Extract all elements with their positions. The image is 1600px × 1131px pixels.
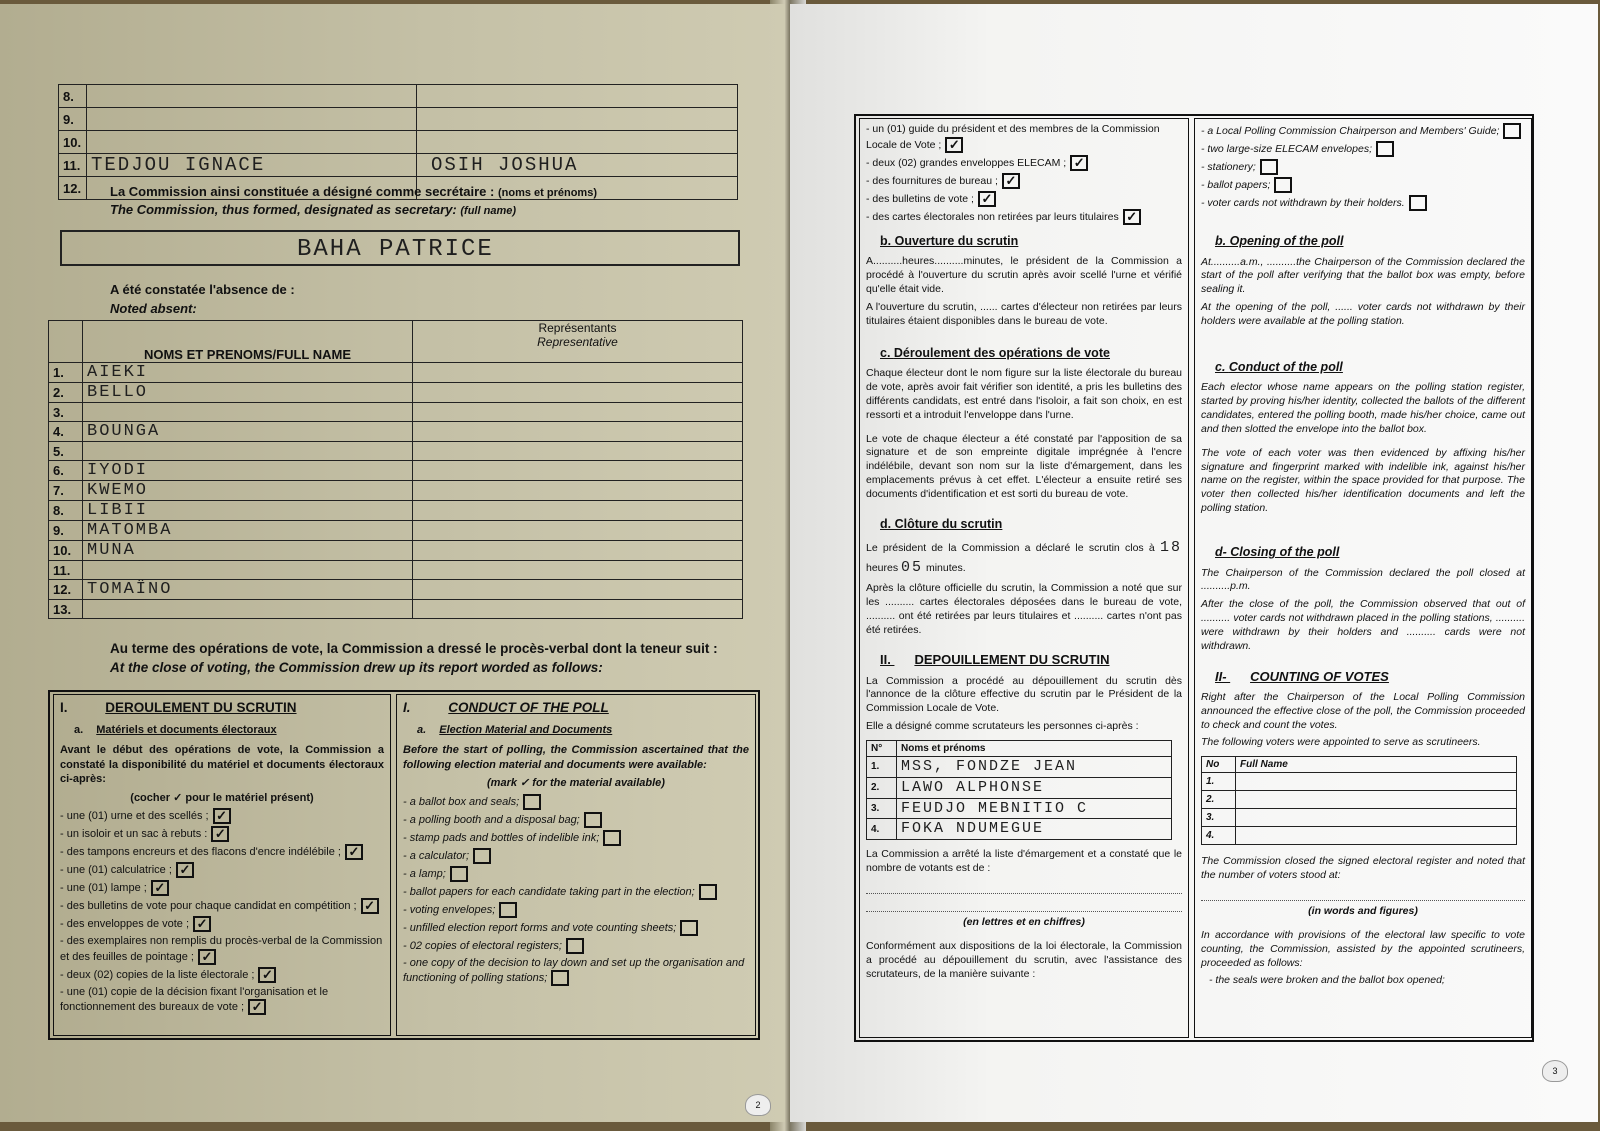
scrutineer-name: [1236, 773, 1517, 791]
checkbox[interactable]: ✓: [345, 844, 363, 860]
scrutineer-number: 3.: [867, 798, 897, 819]
checkbox[interactable]: [499, 902, 517, 918]
member-representative-text: OSIH JOSHUA: [431, 154, 579, 176]
checklist-item-text: - un isoloir et un sac à rebuts :: [60, 828, 208, 841]
checklist-item-text: - stationery;: [1201, 160, 1256, 173]
absent-name: [83, 461, 413, 481]
absent-name: [83, 580, 413, 600]
absent-representative: [413, 403, 743, 422]
checklist-item-text: - un (01) guide du président et des membres de la Commission Locale de Vote ;: [866, 123, 1160, 151]
absent-name: [83, 363, 413, 383]
secretary-label-fr: La Commission ainsi constituée a désigné comme secrétaire : (noms et prénoms): [110, 184, 597, 199]
absent-representative: [413, 501, 743, 521]
checklist-item-text: - a Local Polling Commission Chairperson and Members' Guide;: [1201, 124, 1500, 137]
absent-representative: [413, 580, 743, 600]
absent-row: [49, 580, 743, 600]
scrutineer-number: 1.: [1202, 773, 1236, 791]
checkbox[interactable]: [699, 884, 717, 900]
checkbox[interactable]: [1376, 141, 1394, 157]
checkbox[interactable]: [551, 970, 569, 986]
member-row: [59, 85, 738, 108]
scrutineer-number: 2.: [1202, 791, 1236, 809]
final-text-en: In accordance with provisions of the electoral law specific to vote counting, the Commission, assisted by the appointed scrutineers, proceeded as follows:: [1201, 928, 1525, 969]
checklist-item-text: - une (01) urne et des scellés ;: [60, 810, 209, 823]
absent-name-text: BOUNGA: [87, 422, 161, 441]
checklist-item-text: - des bulletins de vote pour chaque candidat en compétition ;: [60, 900, 357, 913]
absent-row: [49, 363, 743, 383]
checklist-item: [1201, 141, 1525, 157]
scrutineer-name: MSS, FONDZE JEAN: [897, 757, 1172, 778]
checklist-item-text: - une (01) calculatrice ;: [60, 864, 172, 877]
scrut-fr-head-name: Noms et prénoms: [897, 741, 1172, 757]
checklist-item-text: - des exemplaires non remplis du procès-verbal de la Commission et des feuilles de pointage ;: [60, 935, 383, 963]
absent-name-text: TOMAÏNO: [87, 580, 173, 599]
absent-name-text: IYODI: [87, 461, 149, 480]
absent-row: [49, 561, 743, 580]
checklist-item: [403, 830, 749, 846]
checkbox[interactable]: ✓: [945, 137, 963, 153]
checklist-item: [403, 956, 749, 987]
checklist-item-text: - two large-size ELECAM envelopes;: [1201, 142, 1372, 155]
checklist-item-text: - ballot papers for each candidate taking part in the election;: [403, 885, 695, 898]
absent-row: [49, 600, 743, 619]
member-representative: [417, 108, 738, 131]
absent-row-number: 2.: [49, 383, 83, 403]
checklist-item-text: - voting envelopes;: [403, 903, 496, 916]
checkbox[interactable]: ✓: [151, 880, 169, 896]
checkbox[interactable]: [603, 830, 621, 846]
secretary-name: BAHA PATRICE: [297, 236, 494, 263]
absent-row: [49, 403, 743, 422]
right-en-column: [1194, 118, 1532, 1038]
absent-representative: [413, 442, 743, 461]
absent-representative: [413, 481, 743, 501]
opening-text-en-2: At the opening of the poll, ...... voter cards not withdrawn by their holders were available at the polling station.: [1201, 301, 1525, 327]
checklist-item-text: - une (01) lampe ;: [60, 882, 147, 895]
checkbox[interactable]: ✓: [978, 191, 996, 207]
scrutineer-row: [1202, 773, 1517, 791]
checklist-item: [403, 884, 749, 900]
absent-row-number: 11.: [49, 561, 83, 580]
checklist-item: [403, 938, 749, 954]
section-i-box: [48, 690, 760, 1040]
checklist-item-text: - une (01) copie de la décision fixant l'organisation et le fonctionnement des bureaux de vote ;: [60, 985, 329, 1014]
absent-name-text: MATOMBA: [87, 521, 173, 540]
scrutineer-row: [867, 819, 1172, 840]
absent-name-text: LIBII: [87, 501, 149, 520]
absent-row-number: 7.: [49, 481, 83, 501]
absent-table-corner: [49, 321, 83, 363]
checklist-item: [60, 934, 384, 965]
checklist-item: [60, 808, 384, 824]
absent-row-number: 13.: [49, 600, 83, 619]
section-i-fr-note: (cocher ✓ pour le matériel présent): [130, 791, 314, 804]
member-representative: [417, 85, 738, 108]
section-i-fr-intro: Avant le début des opérations de vote, la Commission a constaté la disponibilité du matériel et documents électoraux ci-après:: [60, 744, 384, 786]
closing-text-en-1: The Chairperson of the Commission declared the poll closed at ..........p.m.: [1201, 566, 1525, 593]
closing-minutes: 05: [901, 559, 924, 577]
absent-row: [49, 461, 743, 481]
absent-row-number: 5.: [49, 442, 83, 461]
secretary-label-en: The Commission, thus formed, designated as secretary: (full name): [110, 202, 517, 217]
checklist-item-text: - des enveloppes de vote ;: [60, 918, 190, 931]
voters-count-text-fr: La Commission a arrêté la liste d'émargement et a constaté que le nombre de votants est de :: [866, 848, 1182, 875]
conduct-title-fr: c. Déroulement des opérations de vote: [880, 345, 1110, 360]
conduct-text-en-2: The vote of each voter was then evidenced by affixing his/her signature and fingerprint marked with indelible ink, against his/her name on the register, within the space provided for that purpose. The voter then collected his/her identification documents and left the polling station.: [1201, 446, 1525, 515]
conduct-text-en-1: Each elector whose name appears on the polling station register, started by proving his/her identity, collected the ballots of the different candidates, entered the polling booth, made his/her choice, came out and then slotted the envelope into the ballot box.: [1201, 381, 1525, 435]
member-row-number: 8.: [59, 85, 87, 108]
checklist-item: [1201, 177, 1525, 193]
checkbox[interactable]: ✓: [198, 949, 216, 965]
checkbox[interactable]: ✓: [1070, 155, 1088, 171]
checkbox[interactable]: [450, 866, 468, 882]
opening-title-en: b. Opening of the poll: [1215, 234, 1344, 248]
section-i-en-subtitle: a. Election Material and Documents: [417, 723, 613, 736]
checklist-item-text: - a lamp;: [403, 867, 446, 880]
scrut-en-head-name: Full Name: [1236, 757, 1517, 773]
checkbox[interactable]: ✓: [211, 826, 229, 842]
counting-title-en: II- COUNTING OF VOTES: [1215, 668, 1389, 684]
member-name: [87, 108, 417, 131]
closing-title-en: d- Closing of the poll: [1215, 545, 1340, 560]
absent-name: [83, 442, 413, 461]
checkbox[interactable]: ✓: [258, 967, 276, 983]
absent-row-number: 4.: [49, 422, 83, 442]
checklist-item-text: - deux (02) copies de la liste électorale ;: [60, 968, 255, 981]
scrutineer-name: FOKA NDUMEGUE: [897, 819, 1172, 840]
checklist-item: [60, 985, 384, 1016]
conduct-text-fr-1: Chaque électeur dont le nom figure sur la liste électorale du bureau de vote, après avoir fait vérifier son identité, a pris les bulletins des différents candidats, est entré dans l'isoloir, a fait son choix, en est ressorti et a introduit l'enveloppe dans l'urne.: [866, 367, 1182, 421]
absent-row: [49, 422, 743, 442]
checkbox[interactable]: ✓: [248, 999, 266, 1015]
checklist-item: [60, 967, 384, 983]
voters-count-text-en: The Commission closed the signed electoral register and noted that the number of voters stood at:: [1201, 855, 1525, 882]
member-representative: [417, 131, 738, 154]
absent-row: [49, 541, 743, 561]
member-representative: [417, 154, 738, 177]
absent-row: [49, 501, 743, 521]
checklist-item: [403, 920, 749, 936]
scrutineer-row: [867, 798, 1172, 819]
absent-members-table: [48, 320, 743, 619]
checklist-item: [60, 898, 384, 914]
voters-count-line-fr-2: [866, 898, 1182, 912]
scrutineer-number: 4.: [1202, 827, 1236, 845]
absent-name: [83, 600, 413, 619]
right-content-box: [854, 114, 1534, 1042]
opening-text-fr-2: A l'ouverture du scrutin, ...... cartes d'électeur non retirées par leurs titulaires étaient disponibles dans le bureau de vote.: [866, 300, 1182, 327]
checkbox[interactable]: [680, 920, 698, 936]
scrutineer-name: [1236, 809, 1517, 827]
report-intro-en: At the close of voting, the Commission drew up its report worded as follows:: [110, 660, 603, 675]
conduct-title-en: c. Conduct of the poll: [1215, 359, 1343, 374]
scrutineer-number: 1.: [867, 757, 897, 778]
left-page-number: 2: [745, 1094, 771, 1116]
checkbox[interactable]: [566, 938, 584, 954]
absent-representative: [413, 383, 743, 403]
checklist-item: [866, 155, 1182, 171]
absent-name: [83, 383, 413, 403]
absent-row-number: 1.: [49, 363, 83, 383]
member-row-number: 12.: [59, 177, 87, 200]
checklist-item-text: - ballot papers;: [1201, 178, 1271, 191]
checkbox[interactable]: ✓: [176, 862, 194, 878]
final-item-en: - the seals were broken and the ballot box opened;: [1209, 974, 1445, 987]
member-name-text: TEDJOU IGNACE: [91, 154, 266, 176]
absence-label-en: Noted absent:: [110, 301, 197, 316]
scrutineer-number: 2.: [867, 777, 897, 798]
absent-name: [83, 403, 413, 422]
closing-text-fr-2: Après la clôture officielle du scrutin, la Commission a noté que sur les .......... cartes électorales déposées dans le bureau de vote, .......... ont été retirées par leurs titulaires et .......... cartes n'ont pas été retirées.: [866, 581, 1182, 636]
checklist-item-text: - one copy of the decision to lay down and set up the organisation and functioning of polling stations;: [403, 956, 745, 985]
absent-name: [83, 541, 413, 561]
member-name: [87, 154, 417, 177]
checklist-item-text: - a calculator;: [403, 849, 470, 862]
checklist-item: [403, 812, 749, 828]
checklist-item: [1201, 195, 1525, 211]
member-name: [87, 85, 417, 108]
right-page: [790, 4, 1598, 1122]
scrutineer-name: [1236, 791, 1517, 809]
checkbox[interactable]: ✓: [361, 898, 379, 914]
closing-hour: 18: [1160, 539, 1183, 557]
absent-row-number: 3.: [49, 403, 83, 422]
opening-text-fr-1: A..........heures..........minutes, le président de la Commission a procédé à l'ouverture du scrutin après avoir scellé l'urne et vérifié qu'elle était vide.: [866, 255, 1182, 296]
scrutineer-row: [1202, 791, 1517, 809]
scrutineer-name: FEUDJO MEBNITIO C: [897, 798, 1172, 819]
member-row: [59, 131, 738, 154]
scrutineer-row: [1202, 809, 1517, 827]
voters-count-line-en: [1201, 887, 1525, 901]
absent-name-text: MUNA: [87, 541, 136, 560]
absent-name-text: BELLO: [87, 383, 149, 402]
checkbox[interactable]: ✓: [1002, 173, 1020, 189]
checkbox[interactable]: [1274, 177, 1292, 193]
checklist-item-text: - stamp pads and bottles of indelible ink;: [403, 831, 600, 844]
absent-representative: [413, 363, 743, 383]
checklist-item: [60, 880, 384, 896]
checklist-item-text: - des cartes électorales non retirées par leurs titulaires: [866, 210, 1119, 223]
absent-name-text: KWEMO: [87, 481, 149, 500]
scrutineer-number: 3.: [1202, 809, 1236, 827]
absent-row: [49, 442, 743, 461]
scrutineer-name: LAWO ALPHONSE: [897, 777, 1172, 798]
checklist-item: [60, 826, 384, 842]
absent-row-number: 6.: [49, 461, 83, 481]
checklist-item: [60, 862, 384, 878]
absent-name: [83, 422, 413, 442]
scrut-fr-head-no: N°: [867, 741, 897, 757]
checklist-item-text: - des tampons encreurs et des flacons d'encre indélébile ;: [60, 846, 341, 859]
right-fr-column: [859, 118, 1189, 1038]
absent-representative: [413, 600, 743, 619]
absent-name: [83, 521, 413, 541]
member-row-number: 9.: [59, 108, 87, 131]
closing-text-en-2: After the close of the poll, the Commission observed that out of .......... voter cards not withdrawn placed in the polling stations, .......... were withdrawn by their holders and .......... cards were not withdrawn.: [1201, 598, 1525, 652]
absent-name: [83, 561, 413, 580]
absent-row: [49, 481, 743, 501]
member-name: [87, 131, 417, 154]
checklist-item: [866, 191, 1182, 207]
scrutineers-table-fr: [866, 740, 1172, 840]
absent-name: [83, 501, 413, 521]
opening-title-fr: b. Ouverture du scrutin: [880, 233, 1019, 248]
counting-text-fr: La Commission a procédé au dépouillement du scrutin dès l'annonce de la clôture effective du scrutin par le Président de la Commission Locale de Vote.: [866, 674, 1182, 715]
scrutineer-number: 4.: [867, 819, 897, 840]
header-rep-fr: Représentants: [538, 321, 617, 335]
checkbox[interactable]: [1409, 195, 1427, 211]
member-row: [59, 108, 738, 131]
absent-representative: [413, 541, 743, 561]
right-page-number: 3: [1542, 1060, 1568, 1082]
checklist-item-text: - voter cards not withdrawn by their holders.: [1201, 196, 1405, 209]
checklist-item: [403, 866, 749, 882]
section-i-en-title: I. CONDUCT OF THE POLL: [403, 700, 609, 715]
scrutineer-name: [1236, 827, 1517, 845]
absent-representative: [413, 422, 743, 442]
section-i-en: [396, 694, 756, 1036]
section-i-fr-title: I. DEROULEMENT DU SCRUTIN: [60, 700, 297, 715]
checkbox[interactable]: [1503, 123, 1521, 139]
absent-row-number: 8.: [49, 501, 83, 521]
checklist-item-text: - des fournitures de bureau ;: [866, 174, 998, 187]
checklist-item: [60, 916, 384, 932]
absent-table-header-name: NOMS ET PRENOMS/FULL NAME: [83, 321, 413, 363]
opening-text-en-1: At..........a.m., ..........the Chairperson of the Commission declared the start of the poll after verifying that the ballot box was empty, before sealing it.: [1201, 255, 1525, 296]
checklist-item: [403, 848, 749, 864]
secretary-name-box: [60, 230, 740, 266]
closing-text-fr-1: Le président de la Commission a déclaré le scrutin clos à 18 heures 05 minutes.: [866, 539, 1183, 577]
checklist-item: [60, 844, 384, 860]
checklist-item: [1201, 123, 1525, 139]
absent-row-number: 9.: [49, 521, 83, 541]
checklist-item: [1201, 159, 1525, 175]
checkbox[interactable]: ✓: [193, 916, 211, 932]
checkbox[interactable]: [584, 812, 602, 828]
checklist-item-text: - deux (02) grandes enveloppes ELECAM ;: [866, 156, 1067, 169]
member-row: [59, 154, 738, 177]
counting-title-fr: II. DEPOUILLEMENT DU SCRUTIN: [880, 652, 1110, 668]
checkbox[interactable]: [473, 848, 491, 864]
counting-text-en-2: The following voters were appointed to serve as scrutineers.: [1201, 736, 1481, 749]
section-i-fr-subtitle: a. Matériels et documents électoraux: [74, 723, 277, 736]
checklist-item: [866, 209, 1182, 225]
absent-representative: [413, 461, 743, 481]
absent-name: [83, 481, 413, 501]
checkbox[interactable]: ✓: [1123, 209, 1141, 225]
counting-text-fr-2: Elle a désigné comme scrutateurs les personnes ci-après :: [866, 720, 1139, 733]
absent-row-number: 12.: [49, 580, 83, 600]
report-intro-fr: Au terme des opérations de vote, la Commission a dressé le procès-verbal dont la teneur suit :: [110, 641, 718, 656]
scrutineers-table-en: [1201, 756, 1517, 845]
final-text-fr: Conformément aux dispositions de la loi électorale, la Commission a procédé au dépouillement du scrutin, avec l'assistance des scrutateurs, de la manière suivante :: [866, 939, 1182, 980]
section-i-en-intro: Before the start of polling, the Commission ascertained that the following election material and documents were available:: [403, 744, 749, 771]
absent-table-header-rep: [413, 321, 743, 363]
scrutineer-row: [867, 777, 1172, 798]
absent-row: [49, 521, 743, 541]
voters-count-line-fr: [866, 880, 1182, 894]
commission-members-table: [58, 84, 738, 200]
checklist-item-text: - unfilled election report forms and vote counting sheets;: [403, 921, 677, 934]
voters-count-note-en: (in words and figures): [1308, 905, 1418, 917]
absent-row: [49, 383, 743, 403]
voters-count-note-fr: (en lettres et en chiffres): [963, 915, 1085, 928]
left-page: [0, 4, 785, 1122]
absence-label-fr: A été constatée l'absence de :: [110, 282, 295, 297]
closing-title-fr: d. Clôture du scrutin: [880, 516, 1003, 531]
checklist-item: [866, 173, 1182, 189]
checklist-item-text: - 02 copies of electoral registers;: [403, 939, 562, 952]
checkbox[interactable]: ✓: [213, 808, 231, 824]
header-rep-en: Representative: [537, 335, 618, 349]
section-i-en-note: (mark ✓ for the material available): [487, 777, 665, 790]
checkbox[interactable]: [1260, 159, 1278, 175]
counting-text-en: Right after the Chairperson of the Local Polling Commission announced the effective close of the poll, the Commission proceeded to check and count the votes.: [1201, 690, 1525, 731]
scrutineer-row: [867, 757, 1172, 778]
section-i-fr: [53, 694, 391, 1036]
absent-name-text: AIEKI: [87, 363, 149, 382]
absent-representative: [413, 521, 743, 541]
conduct-text-fr-2: Le vote de chaque électeur a été constaté par l'apposition de sa signature et de son empreinte digitale imprégnée à l'encre indélébile, devant son nom sur la liste d'émargement, dans les emplacements prévus à cet effet. L'électeur a ensuite retiré ses documents d'identification et est sorti du bureau de vote.: [866, 432, 1182, 501]
absent-representative: [413, 561, 743, 580]
checklist-item-text: - a polling booth and a disposal bag;: [403, 813, 580, 826]
checklist-item: [866, 123, 1182, 153]
scrutineer-row: [1202, 827, 1517, 845]
scrut-en-head-no: No: [1202, 757, 1236, 773]
member-row-number: 10.: [59, 131, 87, 154]
checklist-item-text: - a ballot box and seals;: [403, 795, 520, 808]
checklist-item: [403, 794, 749, 810]
checklist-item: [403, 902, 749, 918]
member-row-number: 11.: [59, 154, 87, 177]
checklist-item-text: - des bulletins de vote ;: [866, 192, 974, 205]
absent-row-number: 10.: [49, 541, 83, 561]
checkbox[interactable]: [523, 794, 541, 810]
